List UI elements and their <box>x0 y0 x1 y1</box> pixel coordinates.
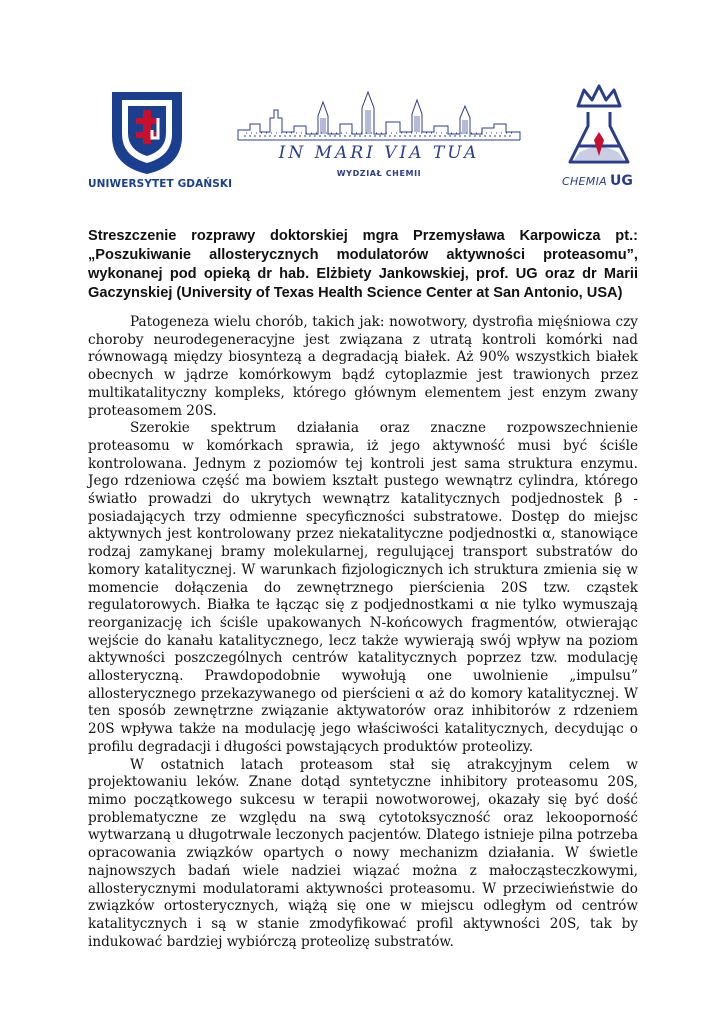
chemistry-logo <box>556 82 646 200</box>
faculty-logo <box>236 88 522 198</box>
paragraph: W ostatnich latach proteasom stał się atrakcyjnym celem w projektowaniu leków. Znane dotąd syntetyczne inhibitory proteasomu 20S, mimo początkowego sukcesu w terapii nowotworowej, okazały się być dość problematyczne ze względu na swą cytotoksyczność oraz lekooporność wytwarzaną u długotrwale leczonych pacjentów. Dlatego istnieje pilna potrzeba opracowania związków opartych o nowy mechanizm działania. W świetle najnowszych badań wiele nadziei wiązać można z małocząsteczkowymi, allosterycznymi modulatorami aktywności proteasomu. W przeciwieństwie do związków ortosterycznych, wiążą się one w miejscu odległym od centrów katalitycznych i są w stanie zmodyfikować profil aktywności 20S, tak by indukować bardziej wybiórczą proteolizę substratów. <box>88 756 638 950</box>
faculty-name: WYDZIAŁ CHEMII <box>336 169 422 178</box>
paragraph: Szerokie spektrum działania oraz znaczne rozpowszechnienie proteasomu w komórkach sprawia, iż jego aktywność musi być ściśle kontrolowana. Jednym z poziomów tej kontroli jest sama struktura enzymu. Jego rdzeniowa część ma bowiem kształt pustego wewnątrz cylindra, którego światło prowadzi do ukrytych wewnątrz katalitycznych podjednostek β - posiadających trzy odmienne specyficzności substratowe. Dostęp do miejsc aktywnych jest kontrolowany przez niekatalityczne podjednostki α, stanowiące rodzaj zamykanej bramy molekularnej, regulującej transport substratów do komory katalitycznej. W warunkach fizjologicznych ich struktura zmienia się w momencie dołączenia do zewnętrznego pierścienia 20S tzw. cząstek regulatorowych. Białka te łącząc się z podjednostkami α nie tylko wymuszają reorganizację ich ściśle upakowanych N-końcowych fragmentów, otwierając wejście do kanału katalitycznego, lecz także wywierają swój wpływ na poziom aktywności poszczególnych centrów katalitycznych poprzez tzw. modulację allosteryczną. Prawdopodobnie wywołują one uwolnienie „impulsu” allosterycznego przekazywanego od pierścieni α aż do komory katalitycznej. W ten sposób zewnętrzne związanie aktywatorów oraz inhibitorów z rdzeniem 20S wpływa także na modulację jego właściwości katalitycznych, decydując o profilu degradacji i długości powstających produktów proteolizy. <box>88 420 638 755</box>
paragraph: Patogeneza wielu chorób, takich jak: nowotwory, dystrofia mięśniowa czy choroby neurodegeneracyjne jest związana z utratą kontroli komórki nad równowagą między biosyntezą a degradacją białek. Aż 90% wszystkich białek obecnych w jądrze komórkowym bądź cytoplazmie jest trawionych przez multikatalityczny kompleks, którego głównym elementem jest enzym zwany proteasomem 20S. <box>88 314 638 419</box>
document-title: Streszczenie rozprawy doktorskiej mgra Przemysława Karpowicza pt.: „Poszukiwanie allosterycznych modulatorów aktywności proteasomu”, wykonanej pod opieką dr hab. Elżbiety Jankowskiej, prof. UG oraz dr Marii Gaczynskiej (University of Texas Health Science Center at San Antonio, USA) <box>88 228 638 301</box>
chemistry-logo-label <box>562 173 646 189</box>
chemistry-logo-abbrev: UG <box>609 173 633 189</box>
chemistry-logo-word: CHEMIA <box>562 175 607 188</box>
university-crest-icon <box>106 86 188 176</box>
abstract-body <box>88 314 638 951</box>
crowned-flask-icon <box>556 82 646 174</box>
latin-motto: IN MARI VIA TUA <box>278 143 480 163</box>
letterhead <box>88 82 644 200</box>
university-logo <box>88 82 233 200</box>
university-name: UNIWERSYTET GDAŃSKI <box>88 178 233 190</box>
city-skyline-icon <box>236 88 522 144</box>
